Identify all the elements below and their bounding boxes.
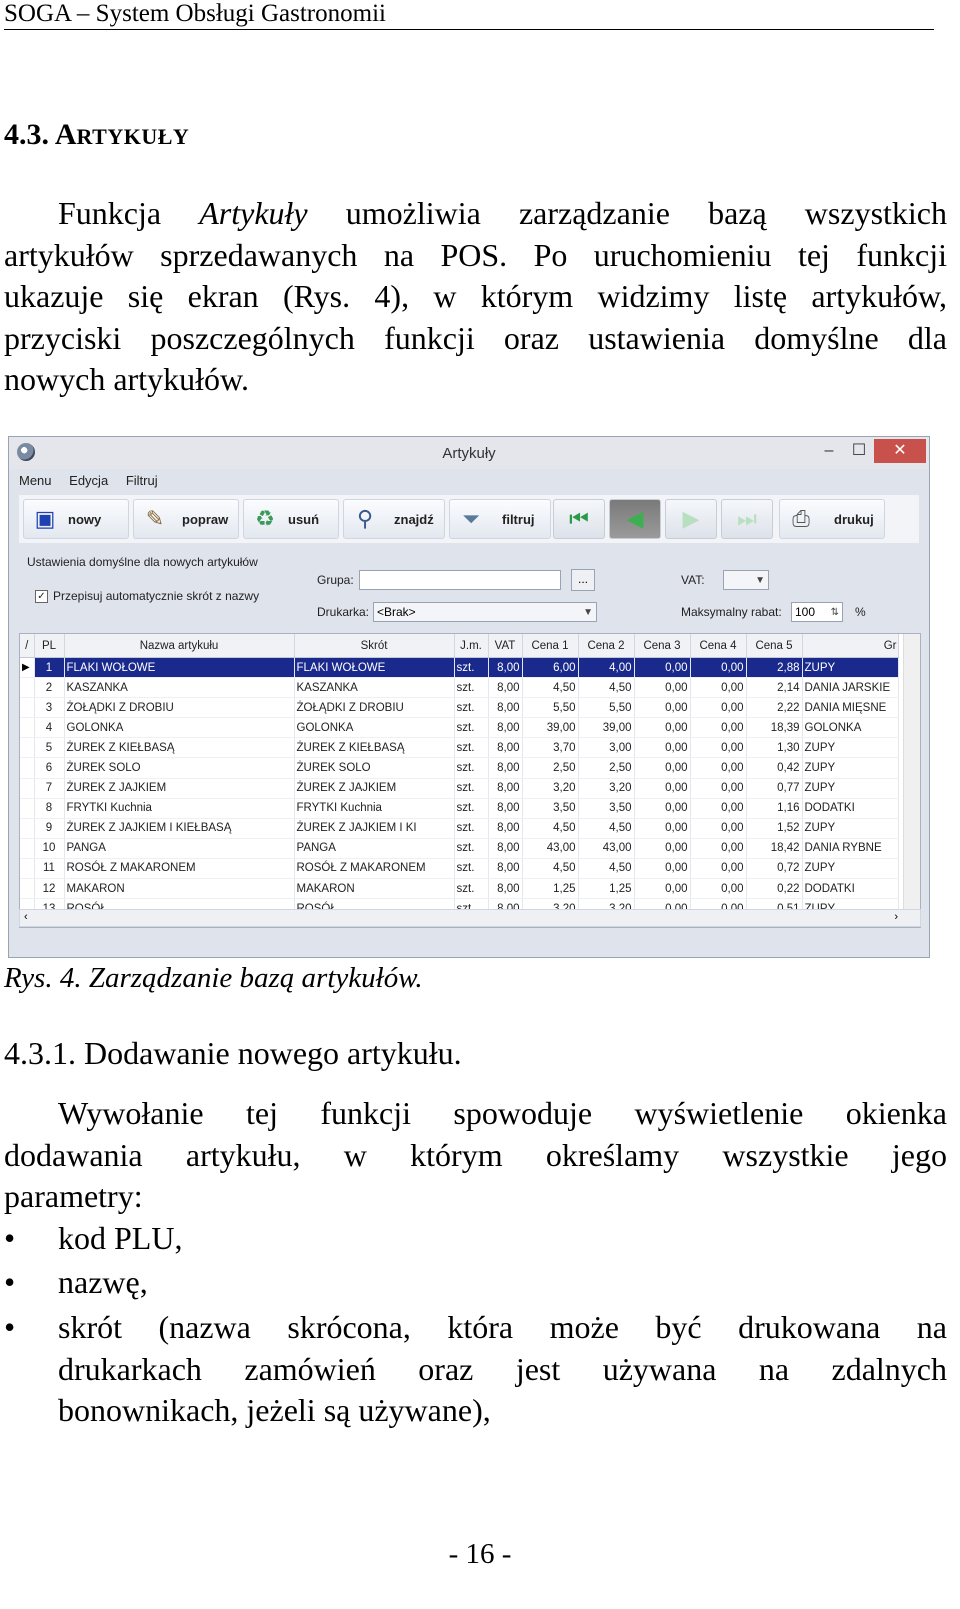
column-header[interactable]: Cena 5: [746, 634, 802, 658]
table-cell: FLAKI WOŁOWE: [294, 658, 454, 678]
row-indicator: [20, 798, 34, 818]
row-indicator: [20, 858, 34, 878]
table-cell: 8,00: [488, 858, 522, 878]
table-cell: ŻUREK Z KIEŁBASĄ: [64, 738, 294, 758]
window-titlebar: [9, 437, 929, 469]
table-cell: szt.: [454, 778, 488, 798]
table-cell: PANGA: [64, 838, 294, 858]
vat-label: VAT:: [681, 573, 705, 587]
section-name-rest: RTYKUŁY: [76, 124, 190, 149]
chevron-down-icon: ▼: [755, 575, 765, 586]
table-cell: KASZANKA: [64, 678, 294, 698]
toolbar: [19, 495, 919, 543]
table-cell: 39,00: [522, 718, 578, 738]
table-cell: 3,20: [522, 778, 578, 798]
new-button-label: nowy: [68, 512, 102, 527]
last-record-icon[interactable]: ⏭: [721, 499, 773, 539]
print-button-label: drukuj: [834, 512, 874, 527]
table-cell: 0,00: [634, 858, 690, 878]
table-cell: ZUPY: [802, 658, 898, 678]
delete-button[interactable]: [243, 499, 339, 539]
table-cell: PANGA: [294, 838, 454, 858]
window-title: Artykuły: [442, 445, 496, 462]
table-cell: 1,25: [578, 879, 634, 899]
table-cell: 18,42: [746, 838, 802, 858]
menu-item-edycja[interactable]: Edycja: [69, 473, 109, 488]
column-header[interactable]: Cena 2: [578, 634, 634, 658]
section-name: [55, 118, 189, 151]
table-cell: 2,14: [746, 678, 802, 698]
table-cell: 8,00: [488, 818, 522, 838]
chevron-down-icon: ▼: [583, 607, 593, 618]
table-cell: 8,00: [488, 698, 522, 718]
grid-body: [20, 658, 898, 919]
print-button[interactable]: [779, 499, 885, 539]
list-item-text: • nazwę,: [58, 1264, 148, 1300]
magnifier-icon: ⚲: [356, 506, 374, 531]
table-cell: 43,00: [522, 838, 578, 858]
table-cell: 4,50: [578, 858, 634, 878]
column-header[interactable]: Cena 3: [634, 634, 690, 658]
articles-grid: [19, 633, 921, 928]
table-cell: szt.: [454, 718, 488, 738]
table-cell: 0,00: [634, 879, 690, 899]
column-header[interactable]: Skrót: [294, 634, 454, 658]
column-header[interactable]: Cena 1: [522, 634, 578, 658]
table-cell: 3,50: [578, 798, 634, 818]
table-cell: DODATKI: [802, 798, 898, 818]
auto-short-checkbox-row[interactable]: [35, 589, 259, 603]
column-header[interactable]: Nazwa artykułu: [64, 634, 294, 658]
row-indicator: [20, 738, 34, 758]
articles-window-screenshot: [8, 436, 930, 958]
list-item: [4, 1218, 947, 1262]
column-header[interactable]: J.m.: [454, 634, 488, 658]
table-cell: 3,70: [522, 738, 578, 758]
table-cell: 0,72: [746, 858, 802, 878]
table-cell: 0,00: [690, 879, 746, 899]
table-cell: DANIA RYBNE: [802, 838, 898, 858]
default-settings-label: Ustawienia domyślne dla nowych artykułów: [27, 555, 258, 569]
max-discount-input[interactable]: [791, 602, 843, 622]
printer-select-value: <Brak>: [377, 605, 416, 619]
table-row[interactable]: [20, 738, 898, 758]
list-item-text: • kod PLU,: [58, 1220, 183, 1256]
table-cell: 0,00: [690, 838, 746, 858]
table-cell: ROSÓŁ Z MAKARONEM: [64, 858, 294, 878]
table-cell: ŻUREK SOLO: [64, 758, 294, 778]
intro-line: artykułów sprzedawanych na POS. Po uruchomieniu tej funkcji: [4, 236, 947, 273]
find-button-label: znajdź: [394, 512, 434, 527]
table-cell: 4: [34, 718, 64, 738]
vertical-scrollbar[interactable]: [903, 634, 920, 927]
intro-line: Funkcja Artykuły umożliwia zarządzanie bazą wszystkich: [58, 195, 948, 231]
table-cell: 12: [34, 879, 64, 899]
table-cell: szt.: [454, 818, 488, 838]
table-cell: 3: [34, 698, 64, 718]
table-cell: ŻOŁĄDKI Z DROBIU: [64, 698, 294, 718]
row-indicator: [20, 838, 34, 858]
table-cell: ŻUREK SOLO: [294, 758, 454, 778]
table-cell: szt.: [454, 838, 488, 858]
table-cell: 9: [34, 818, 64, 838]
table-cell: 39,00: [578, 718, 634, 738]
table-cell: 5: [34, 738, 64, 758]
table-cell: ZUPY: [802, 758, 898, 778]
table-cell: 3,20: [578, 778, 634, 798]
group-browse-button[interactable]: ...: [571, 569, 595, 591]
table-cell: 0,00: [690, 698, 746, 718]
column-header[interactable]: VAT: [488, 634, 522, 658]
row-indicator: [20, 778, 34, 798]
section-number: 4.3.: [4, 118, 49, 151]
table-cell: 8,00: [488, 778, 522, 798]
next-record-icon[interactable]: ▶: [665, 499, 717, 539]
table-cell: 2,50: [578, 758, 634, 778]
table-cell: 8,00: [488, 879, 522, 899]
find-button[interactable]: [343, 499, 445, 539]
menu-item-filtruj[interactable]: Filtruj: [125, 473, 158, 488]
intro-line: ukazuje się ekran (Rys. 4), w którym widzimy listę artykułów,: [4, 278, 947, 314]
first-record-icon[interactable]: ⏮: [553, 499, 605, 539]
table-cell: 1,52: [746, 818, 802, 838]
table-cell: szt.: [454, 698, 488, 718]
table-cell: ZUPY: [802, 738, 898, 758]
table-cell: 0,00: [634, 818, 690, 838]
table-row[interactable]: [20, 758, 898, 778]
grid-header-row: [20, 634, 898, 658]
table-cell: 0,00: [634, 658, 690, 678]
table-cell: DANIA MIĘSNE: [802, 698, 898, 718]
printer-icon: ⎙: [792, 506, 810, 531]
horizontal-scrollbar[interactable]: [19, 909, 921, 927]
scroll-right-icon[interactable]: ›: [894, 911, 898, 923]
table-row[interactable]: [20, 818, 898, 838]
subsection-title: 4.3.1. Dodawanie nowego artykułu.: [4, 1035, 462, 1071]
table-cell: ŻUREK Z KIEŁBASĄ: [294, 738, 454, 758]
table-cell: szt.: [454, 858, 488, 878]
printer-label: Drukarka:: [317, 605, 370, 619]
row-indicator: [20, 879, 34, 899]
column-header[interactable]: PL: [34, 634, 64, 658]
table-cell: 0,00: [634, 678, 690, 698]
table-cell: 1,16: [746, 798, 802, 818]
table-cell: 0,00: [690, 778, 746, 798]
table-cell: GOLONKA: [64, 718, 294, 738]
table-cell: 0,00: [690, 678, 746, 698]
table-cell: 5,50: [522, 698, 578, 718]
auto-short-label: Przepisuj automatycznie skrót z nazwy: [53, 589, 260, 603]
table-row[interactable]: [20, 678, 898, 698]
table-cell: 8: [34, 798, 64, 818]
column-header-sort[interactable]: /: [20, 634, 34, 658]
table-cell: 10: [34, 838, 64, 858]
table-cell: 8,00: [488, 678, 522, 698]
table-cell: DANIA JARSKIE: [802, 678, 898, 698]
table-cell: 6,00: [522, 658, 578, 678]
table-cell: ZUPY: [802, 778, 898, 798]
table-cell: 8,00: [488, 758, 522, 778]
list-item: [4, 1262, 947, 1307]
table-cell: ŻUREK Z JAJKIEM I KI: [294, 818, 454, 838]
parameter-list: [4, 1218, 947, 1432]
page-number: - 16 -: [448, 1538, 512, 1570]
table-cell: 0,00: [634, 758, 690, 778]
table-cell: 8,00: [488, 658, 522, 678]
table-cell: ZUPY: [802, 858, 898, 878]
row-indicator: ▶: [20, 658, 34, 678]
list-item: [4, 1307, 947, 1432]
column-header[interactable]: Cena 4: [690, 634, 746, 658]
table-cell: szt.: [454, 678, 488, 698]
table-cell: 5,50: [578, 698, 634, 718]
table-cell: szt.: [454, 879, 488, 899]
table-cell: 8,00: [488, 738, 522, 758]
table-cell: MAKARON: [294, 879, 454, 899]
table-cell: 3,00: [578, 738, 634, 758]
spin-arrows-icon[interactable]: ⇅: [830, 607, 839, 618]
filter-button-label: filtruj: [502, 512, 535, 527]
row-indicator: [20, 758, 34, 778]
section-name-first-letter: A: [54, 118, 77, 151]
table-cell: 0,00: [634, 838, 690, 858]
figure-caption: Rys. 4. Zarządzanie bazą artykułów.: [4, 962, 423, 994]
new-document-icon: ▣: [34, 506, 56, 531]
table-cell: 2,22: [746, 698, 802, 718]
body-line: dodawania artykułu, w którym określamy wszystkie jego: [4, 1136, 947, 1173]
close-icon[interactable]: ✕: [874, 439, 926, 463]
body-line: parametry:: [4, 1178, 143, 1214]
table-cell: 4,50: [578, 678, 634, 698]
table-cell: 8,00: [488, 838, 522, 858]
filter-funnel-icon: ⏷: [462, 506, 480, 531]
table-cell: 4,00: [578, 658, 634, 678]
table-cell: 0,00: [634, 698, 690, 718]
table-cell: 1,30: [746, 738, 802, 758]
table-cell: DODATKI: [802, 879, 898, 899]
table-cell: 1: [34, 658, 64, 678]
table-cell: 7: [34, 778, 64, 798]
table-cell: szt.: [454, 758, 488, 778]
table-row[interactable]: [20, 879, 898, 899]
edit-button-label: popraw: [182, 512, 229, 527]
max-discount-label: Maksymalny rabat:: [681, 605, 782, 619]
table-cell: 6: [34, 758, 64, 778]
table-cell: 0,77: [746, 778, 802, 798]
previous-record-icon[interactable]: ◀: [609, 499, 661, 539]
row-indicator: [20, 698, 34, 718]
auto-short-checkbox[interactable]: ✓: [35, 590, 48, 603]
body-line: Wywołanie tej funkcji spowoduje wyświetlenie okienka: [58, 1095, 947, 1131]
table-cell: szt.: [454, 798, 488, 818]
table-cell: ŻOŁĄDKI Z DROBIU: [294, 698, 454, 718]
maximize-icon[interactable]: ☐: [851, 442, 867, 459]
table-cell: 8,00: [488, 798, 522, 818]
table-cell: 0,00: [634, 778, 690, 798]
table-cell: 8,00: [488, 718, 522, 738]
table-cell: ŻUREK Z JAJKIEM: [294, 778, 454, 798]
table-cell: 11: [34, 858, 64, 878]
table-cell: 0,00: [690, 718, 746, 738]
table-cell: FRYTKI Kuchnia: [294, 798, 454, 818]
table-cell: ZUPY: [802, 818, 898, 838]
table-cell: szt.: [454, 738, 488, 758]
table-cell: GOLONKA: [802, 718, 898, 738]
recycle-bin-icon: ♻: [255, 506, 275, 531]
table-cell: 4,50: [522, 858, 578, 878]
table-cell: 4,50: [522, 678, 578, 698]
vat-select[interactable]: [723, 570, 769, 590]
table-row[interactable]: [20, 858, 898, 878]
table-row[interactable]: [20, 718, 898, 738]
row-indicator: [20, 678, 34, 698]
table-cell: FLAKI WOŁOWE: [64, 658, 294, 678]
column-header[interactable]: Gr: [802, 634, 898, 658]
table-cell: 43,00: [578, 838, 634, 858]
group-input[interactable]: [359, 570, 561, 590]
list-item-text: bonownikach, jeżeli są używane),: [58, 1392, 491, 1428]
row-indicator: [20, 818, 34, 838]
table-cell: 1,25: [522, 879, 578, 899]
table-cell: 0,22: [746, 879, 802, 899]
edit-button[interactable]: [133, 499, 239, 539]
table-row[interactable]: [20, 838, 898, 858]
table-cell: 0,00: [690, 758, 746, 778]
table-cell: GOLONKA: [294, 718, 454, 738]
body-paragraph: [4, 1093, 947, 1218]
table-cell: 2,50: [522, 758, 578, 778]
menu-item-menu[interactable]: Menu: [19, 473, 52, 488]
table-cell: MAKARON: [64, 879, 294, 899]
function-name: Artykuły: [199, 195, 308, 231]
intro-paragraph: [4, 193, 947, 401]
new-button[interactable]: [23, 499, 129, 539]
filter-button[interactable]: [449, 499, 551, 539]
delete-button-label: usuń: [288, 512, 320, 527]
table-cell: 0,00: [690, 858, 746, 878]
row-indicator: [20, 718, 34, 738]
table-cell: KASZANKA: [294, 678, 454, 698]
list-item-text: drukarkach zamówień oraz jest używana na zdalnych: [58, 1350, 947, 1387]
table-row[interactable]: [20, 658, 898, 678]
max-discount-value: 100: [795, 605, 816, 619]
table-cell: 0,42: [746, 758, 802, 778]
list-item-text: • skrót (nazwa skrócona, która może być drukowana na: [58, 1309, 947, 1345]
intro-line: nowych artykułów.: [4, 361, 249, 397]
table-cell: 0,00: [690, 818, 746, 838]
table-cell: ŻUREK Z JAJKIEM: [64, 778, 294, 798]
table-cell: 4,50: [578, 818, 634, 838]
table-cell: 0,00: [634, 718, 690, 738]
table-cell: ROSÓŁ Z MAKARONEM: [294, 858, 454, 878]
table-row[interactable]: [20, 698, 898, 718]
menu-bar: [19, 473, 172, 493]
table-row[interactable]: [20, 798, 898, 818]
table-cell: 18,39: [746, 718, 802, 738]
table-row[interactable]: [20, 778, 898, 798]
printer-select[interactable]: [373, 602, 597, 622]
table-cell: 3,50: [522, 798, 578, 818]
table-cell: ŻUREK Z JAJKIEM I KIEŁBASĄ: [64, 818, 294, 838]
table-cell: 0,00: [634, 738, 690, 758]
table-cell: 4,50: [522, 818, 578, 838]
table-cell: FRYTKI Kuchnia: [64, 798, 294, 818]
table-cell: 0,00: [690, 738, 746, 758]
table-cell: 2,88: [746, 658, 802, 678]
intro-line: przyciski poszczególnych funkcji oraz ustawienia domyślne dla: [4, 319, 947, 356]
document-header: SOGA – System Obsługi Gastronomii: [4, 0, 934, 30]
table-cell: 0,00: [690, 798, 746, 818]
table-cell: 0,00: [634, 798, 690, 818]
edit-icon: ✎: [145, 506, 165, 531]
table-cell: szt.: [454, 658, 488, 678]
scroll-left-icon[interactable]: ‹: [24, 911, 28, 923]
section-title: [4, 118, 189, 152]
group-label: Grupa:: [317, 573, 354, 587]
table-cell: 0,00: [690, 658, 746, 678]
table-cell: 2: [34, 678, 64, 698]
percent-sign: %: [855, 605, 866, 619]
minimize-icon[interactable]: –: [824, 442, 834, 459]
